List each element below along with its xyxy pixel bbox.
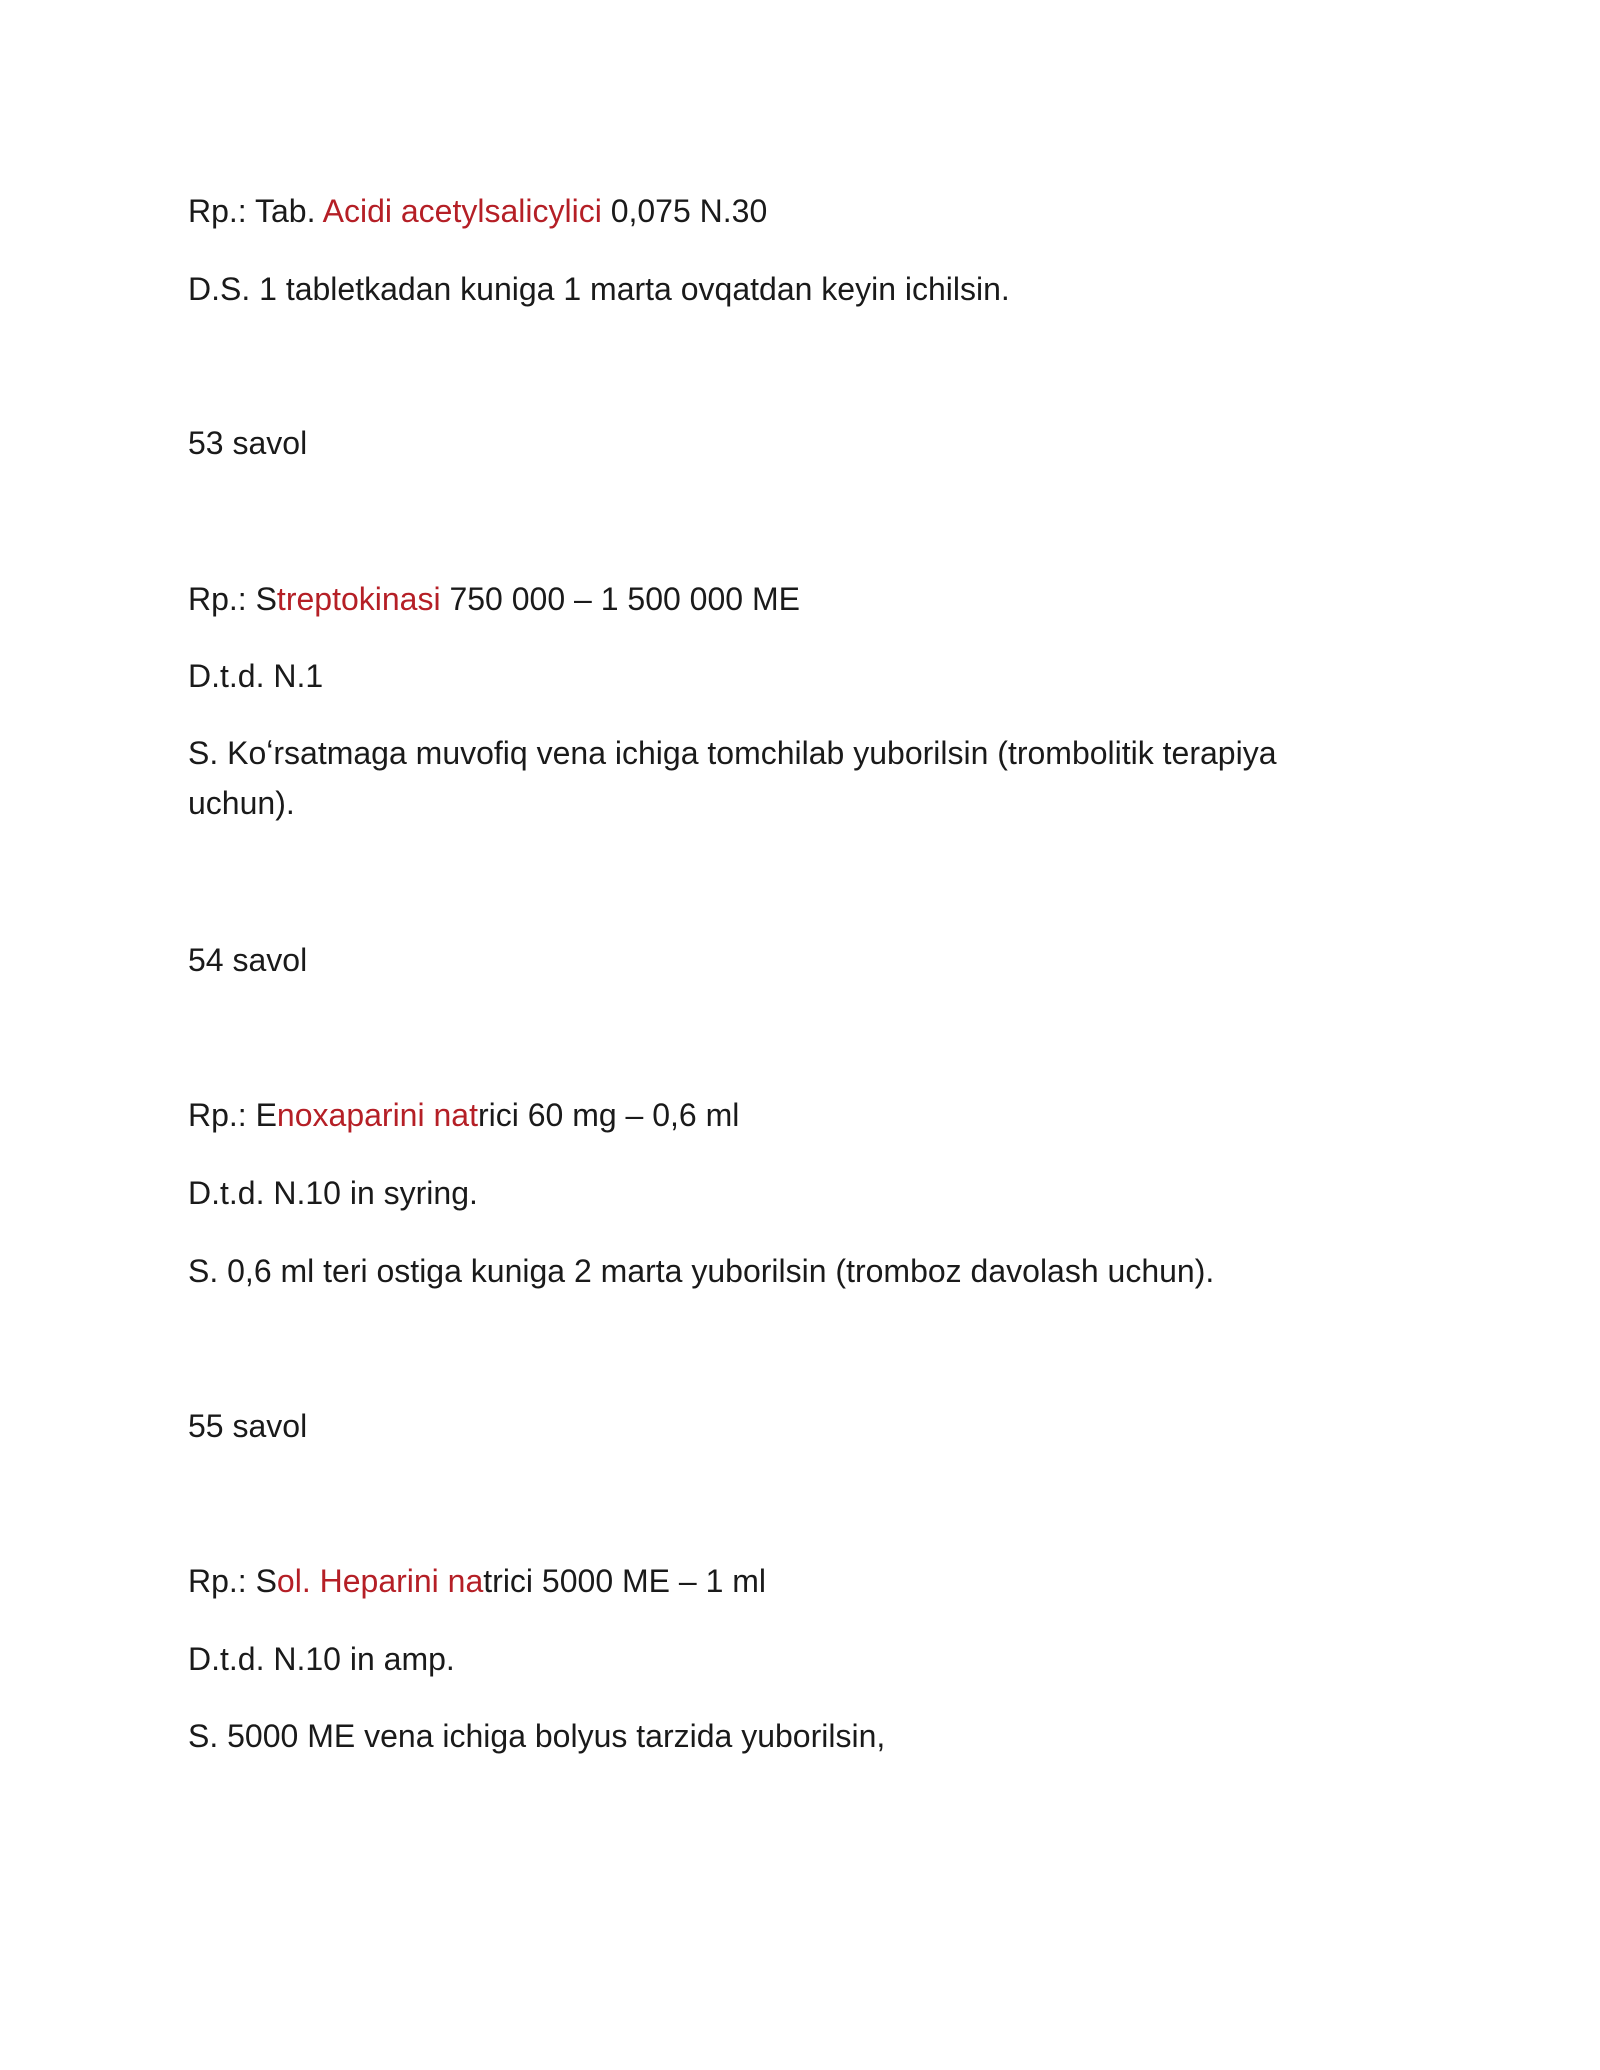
rx4-suffix: trici 5000 ME – 1 ml [483, 1563, 767, 1599]
rx4-drug-name: ol. Heparini na [276, 1563, 484, 1599]
question-heading-54: 54 savol [188, 942, 308, 978]
rx1-line2: D.S. 1 tabletkadan kuniga 1 marta ovqatdan keyin ichilsin. [188, 271, 1010, 307]
rx1-prefix: Rp.: Tab. [188, 193, 323, 229]
rx3-line3: S. 0,6 ml teri ostiga kuniga 2 marta yuborilsin (tromboz davolash uchun). [188, 1253, 1215, 1289]
rx3-drug-name: noxaparini nat [276, 1097, 478, 1133]
question-heading-55: 55 savol [188, 1408, 308, 1444]
rx3-line2: D.t.d. N.10 in syring. [188, 1175, 478, 1211]
rx3-prefix: Rp.: E [188, 1097, 277, 1133]
rx4-line1 [188, 1556, 766, 1606]
rx1-drug-name: Acidi acetylsalicylici [322, 193, 602, 229]
rx4-prefix: Rp.: S [188, 1563, 277, 1599]
rx2-line1 [188, 574, 800, 624]
rx2-drug-name: treptokinasi [276, 581, 441, 617]
rx2-suffix: 750 000 – 1 500 000 ME [440, 581, 800, 617]
rx2-line2: D.t.d. N.1 [188, 658, 324, 694]
rx2-line3: S. Koʻrsatmaga muvofiq vena ichiga tomchilab yuborilsin (trombolitik terapiya uchun). [188, 735, 1277, 821]
rx3-suffix: rici 60 mg – 0,6 ml [477, 1097, 740, 1133]
rx2-prefix: Rp.: S [188, 581, 277, 617]
rx1-line1 [188, 186, 767, 236]
rx4-line3: S. 5000 ME vena ichiga bolyus tarzida yuborilsin, [188, 1718, 886, 1754]
rx4-line2: D.t.d. N.10 in amp. [188, 1641, 455, 1677]
rx1-suffix: 0,075 N.30 [601, 193, 768, 229]
rx3-line1 [188, 1090, 739, 1140]
question-heading-53: 53 savol [188, 425, 308, 461]
